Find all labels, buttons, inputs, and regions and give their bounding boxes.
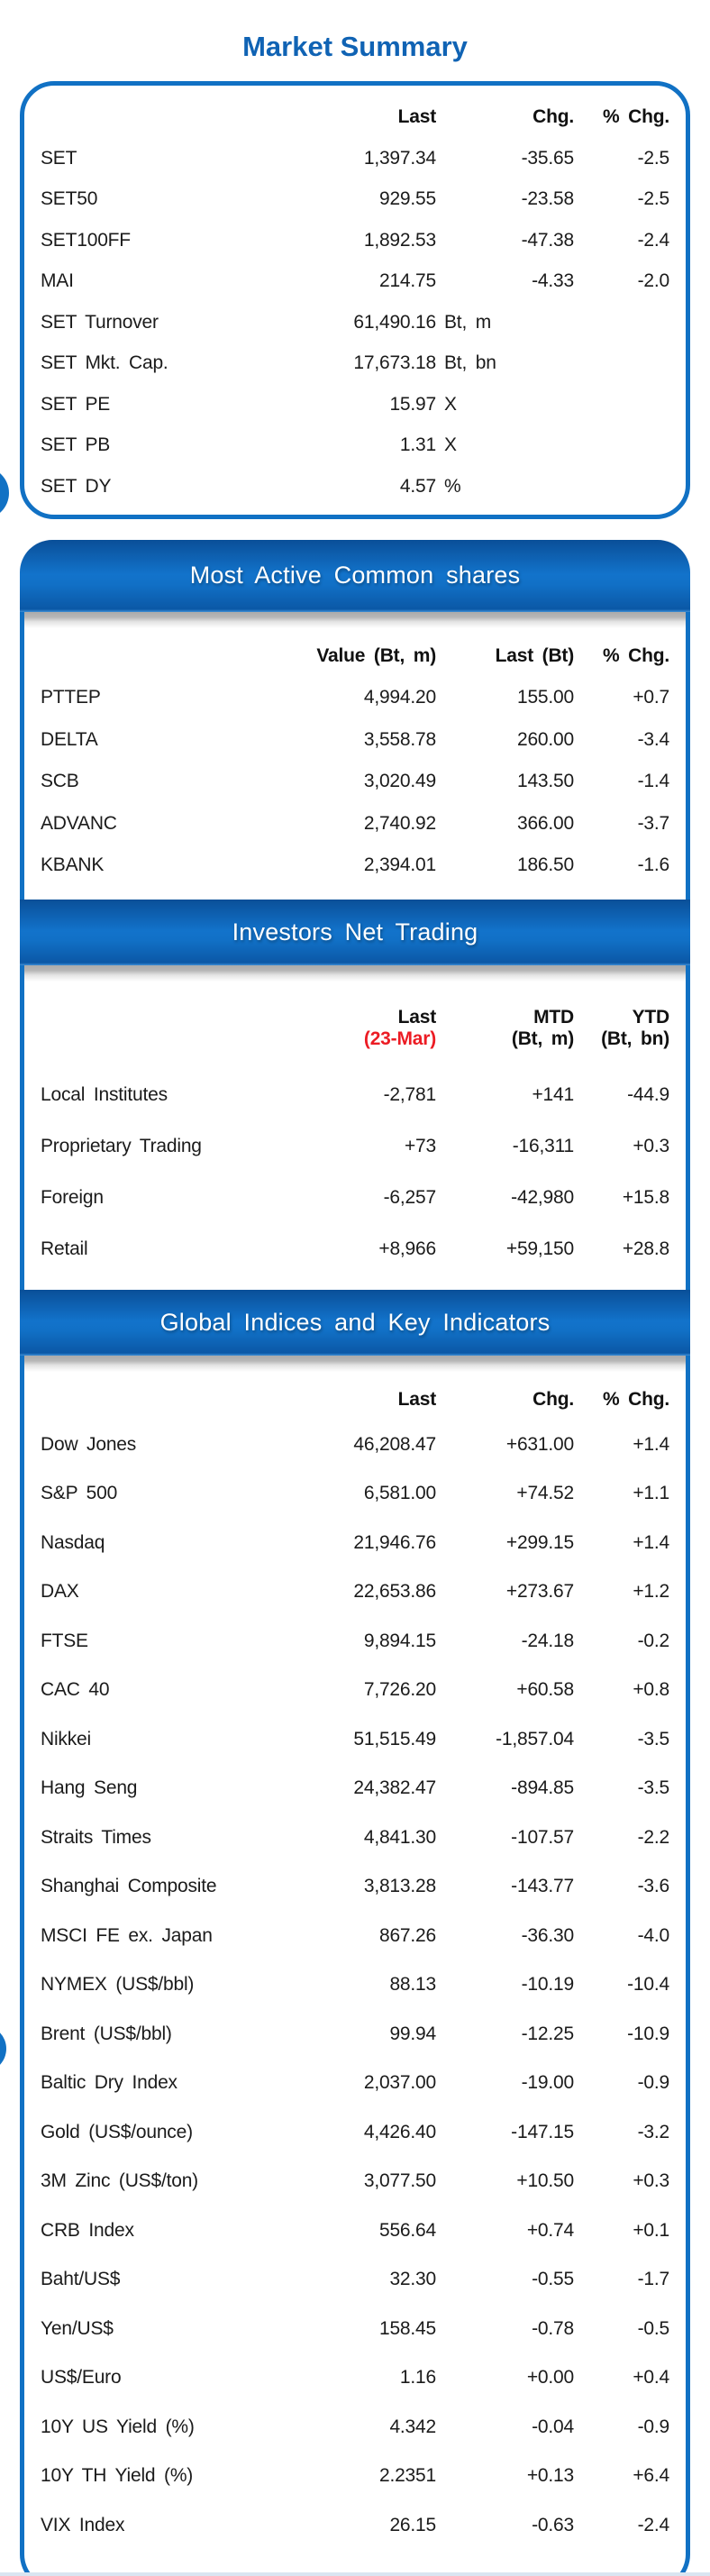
indicator-pct-chg: +0.8: [633, 1679, 669, 1701]
indicator-row: [24, 1912, 686, 1961]
investor-ytd: +0.3: [633, 1136, 669, 1156]
indicator-row: [24, 2403, 686, 2453]
indicator-row: [24, 1960, 686, 2010]
column-header-chg: Chg.: [532, 106, 574, 127]
stat-row: [24, 302, 686, 343]
stat-value: 15.97: [389, 393, 436, 415]
bottom-divider: [0, 2572, 710, 2576]
indicator-row: [24, 1617, 686, 1667]
indicator-chg: -147.15: [511, 2121, 574, 2142]
index-pct-chg-value: -2.5: [637, 147, 669, 169]
indicator-chg: -0.55: [532, 2269, 574, 2290]
most-active-section: [20, 612, 690, 900]
stock-value: 2,740.92: [363, 812, 436, 834]
indicator-pct-chg: -2.4: [637, 2514, 669, 2535]
indicator-pct-chg: +0.4: [633, 2367, 669, 2389]
investor-row: [24, 1173, 686, 1224]
indicator-pct-chg: -3.5: [637, 1728, 669, 1749]
stat-row: [24, 466, 686, 507]
indicator-chg: -10.19: [521, 1974, 574, 1996]
indicator-chg: +10.50: [516, 2170, 574, 2192]
indicator-row: [24, 2305, 686, 2354]
indicator-label: Nikkei: [41, 1728, 91, 1749]
indicator-pct-chg: -4.0: [637, 1924, 669, 1946]
stock-pct-chg: -3.4: [637, 728, 669, 750]
indicator-last: 3,813.28: [363, 1876, 436, 1897]
investor-type: Retail: [41, 1238, 88, 1259]
indicator-last: 51,515.49: [353, 1728, 436, 1749]
column-header-last: Last: [397, 1006, 436, 1028]
column-header-pct-chg: % Chg.: [603, 106, 669, 127]
stock-row: [24, 677, 686, 719]
investors-banner: [20, 900, 690, 965]
stat-label: SET PE: [41, 393, 111, 415]
subheader-ytd-unit: (Bt, bn): [601, 1028, 669, 1049]
indicator-chg: -12.25: [521, 2023, 574, 2044]
stat-row: [24, 343, 686, 385]
index-chg-value: -4.33: [532, 270, 574, 292]
index-label: SET: [41, 147, 77, 169]
investors-rows: [24, 1070, 686, 1275]
indicator-pct-chg: -0.5: [637, 2317, 669, 2339]
investors-section: [20, 965, 690, 1290]
stock-last: 143.50: [516, 771, 574, 792]
indicator-chg: -107.57: [511, 1826, 574, 1848]
indicator-last: 88.13: [389, 1974, 436, 1996]
indicator-pct-chg: -0.2: [637, 1630, 669, 1651]
indicator-label: US$/Euro: [41, 2367, 122, 2389]
indicator-label: Baht/US$: [41, 2269, 121, 2290]
indicator-row: [24, 1862, 686, 1912]
indicator-pct-chg: +0.1: [633, 2219, 669, 2241]
investor-row: [24, 1224, 686, 1275]
indicator-chg: -0.78: [532, 2317, 574, 2339]
set-summary-card: [20, 81, 690, 519]
indicator-chg: -0.63: [532, 2514, 574, 2535]
column-header-pct-chg: % Chg.: [603, 1388, 669, 1410]
left-accent-circle: [0, 467, 9, 519]
indicator-pct-chg: +1.1: [633, 1483, 669, 1504]
banner-shadow: [24, 1356, 686, 1372]
indicator-pct-chg: +6.4: [633, 2465, 669, 2487]
index-pct-chg-value: -2.5: [637, 188, 669, 210]
column-header-last-bt: Last (Bt): [495, 644, 574, 666]
stock-symbol: SCB: [41, 771, 79, 792]
indicator-label: Gold (US$/ounce): [41, 2121, 193, 2142]
indicator-label: 3M Zinc (US$/ton): [41, 2170, 198, 2192]
stock-value: 2,394.01: [363, 854, 436, 876]
investor-row: [24, 1121, 686, 1173]
indicator-pct-chg: +1.4: [633, 1531, 669, 1553]
indicator-chg: -36.30: [521, 1924, 574, 1946]
stat-unit: %: [444, 475, 461, 497]
stat-unit: X: [444, 393, 457, 415]
index-last-value: 214.75: [378, 270, 436, 292]
indicator-chg: +74.52: [516, 1483, 574, 1504]
stock-pct-chg: +0.7: [633, 687, 669, 708]
indicator-row: [24, 1666, 686, 1715]
indicator-row: [24, 2255, 686, 2305]
indicator-chg: +0.13: [526, 2465, 574, 2487]
indicator-last: 867.26: [378, 1924, 436, 1946]
index-last-value: 929.55: [378, 188, 436, 210]
investor-type: Foreign: [41, 1187, 104, 1208]
indicator-chg: -143.77: [511, 1876, 574, 1897]
stock-value: 3,020.49: [363, 771, 436, 792]
indicator-label: Hang Seng: [41, 1777, 138, 1799]
indicator-last: 32.30: [389, 2269, 436, 2290]
indicator-chg: +631.00: [505, 1433, 574, 1455]
stock-row: [24, 803, 686, 845]
stock-last: 155.00: [516, 687, 574, 708]
indicator-label: CAC 40: [41, 1679, 110, 1701]
investor-last: +8,966: [378, 1238, 436, 1259]
index-pct-chg-value: -2.4: [637, 229, 669, 251]
indicator-label: VIX Index: [41, 2514, 125, 2535]
index-chg-value: -47.38: [521, 229, 574, 251]
stat-value: 1.31: [399, 434, 436, 456]
column-header-pct-chg: % Chg.: [603, 644, 669, 666]
indicator-last: 4.342: [389, 2416, 436, 2437]
investor-mtd: +59,150: [505, 1238, 574, 1259]
column-header-mtd: MTD: [533, 1006, 574, 1028]
indicator-row: [24, 1813, 686, 1863]
stock-symbol: PTTEP: [41, 687, 101, 708]
investor-last: -2,781: [383, 1084, 436, 1105]
index-label: MAI: [41, 270, 74, 292]
indicator-chg: -19.00: [521, 2072, 574, 2094]
indicator-label: Baltic Dry Index: [41, 2072, 178, 2094]
indicator-last: 99.94: [389, 2023, 436, 2044]
index-row: [24, 138, 686, 179]
indicator-row: [24, 1764, 686, 1813]
investor-last: +73: [404, 1136, 436, 1156]
index-pct-chg-value: -2.0: [637, 270, 669, 292]
indicator-chg: +299.15: [505, 1531, 574, 1553]
indicator-last: 22,653.86: [353, 1581, 436, 1603]
global-indices-banner-title: Global Indices and Key Indicators: [159, 1308, 551, 1336]
left-accent-circle: [0, 2025, 6, 2072]
set-index-rows: [24, 138, 686, 302]
index-chg-value: -23.58: [521, 188, 574, 210]
indicator-last: 7,726.20: [363, 1679, 436, 1701]
indicator-pct-chg: -0.9: [637, 2072, 669, 2094]
indicator-label: Nasdaq: [41, 1531, 105, 1553]
stock-pct-chg: -1.4: [637, 771, 669, 792]
indicator-last: 9,894.15: [363, 1630, 436, 1651]
index-last-value: 1,397.34: [363, 147, 436, 169]
stat-value: 17,673.18: [353, 352, 436, 374]
investors-header-row: [24, 989, 686, 1028]
indicator-pct-chg: -10.4: [627, 1974, 669, 1996]
stock-last: 186.50: [516, 854, 574, 876]
indicator-label: CRB Index: [41, 2219, 134, 2241]
indicator-row: [24, 2353, 686, 2403]
indicator-chg: -1,857.04: [496, 1728, 574, 1749]
stat-unit: X: [444, 434, 457, 456]
indicator-chg: -24.18: [521, 1630, 574, 1651]
indicator-label: Yen/US$: [41, 2317, 114, 2339]
indicator-pct-chg: -2.2: [637, 1826, 669, 1848]
indicator-pct-chg: -10.9: [627, 2023, 669, 2044]
indicator-pct-chg: -1.7: [637, 2269, 669, 2290]
column-header-value-bt-m: Value (Bt, m): [316, 644, 436, 666]
column-header-chg: Chg.: [532, 1388, 574, 1410]
indicator-chg: +0.74: [526, 2219, 574, 2241]
global-indices-rows: [24, 1420, 686, 2551]
most-active-banner: [20, 540, 690, 612]
indicator-last: 4,841.30: [363, 1826, 436, 1848]
banner-shadow: [24, 612, 686, 628]
stat-row: [24, 384, 686, 425]
global-header-row: [24, 1379, 686, 1420]
indicator-last: 24,382.47: [353, 1777, 436, 1799]
indicator-last: 2,037.00: [363, 2072, 436, 2094]
indicator-label: MSCI FE ex. Japan: [41, 1924, 213, 1946]
index-label: SET100FF: [41, 229, 131, 251]
investor-ytd: +15.8: [622, 1187, 669, 1208]
set-stat-rows: [24, 302, 686, 507]
investor-type: Proprietary Trading: [41, 1136, 202, 1156]
indicator-pct-chg: +1.4: [633, 1433, 669, 1455]
indicator-pct-chg: +1.2: [633, 1581, 669, 1603]
stock-row: [24, 845, 686, 887]
most-active-banner-title: Most Active Common shares: [189, 562, 521, 589]
indicator-last: 4,426.40: [363, 2121, 436, 2142]
indicator-row: [24, 2059, 686, 2108]
indicator-label: S&P 500: [41, 1483, 118, 1504]
investor-mtd: +141: [532, 1084, 574, 1105]
indicator-last: 556.64: [378, 2219, 436, 2241]
global-indices-banner: [20, 1290, 690, 1356]
indicator-chg: +0.00: [526, 2367, 574, 2389]
indicator-chg: -894.85: [511, 1777, 574, 1799]
indicator-pct-chg: -0.9: [637, 2416, 669, 2437]
stock-symbol: KBANK: [41, 854, 105, 876]
indicator-pct-chg: -3.5: [637, 1777, 669, 1799]
stock-row: [24, 719, 686, 762]
investors-subheader-row: [24, 1028, 686, 1070]
indicator-pct-chg: -3.2: [637, 2121, 669, 2142]
most-active-header-row: [24, 635, 686, 678]
index-row: [24, 179, 686, 221]
stock-pct-chg: -1.6: [637, 854, 669, 876]
indicator-row: [24, 2157, 686, 2206]
indicator-last: 21,946.76: [353, 1531, 436, 1553]
stat-value: 4.57: [399, 475, 436, 497]
indicator-row: [24, 2010, 686, 2060]
column-header-last: Last: [397, 1388, 436, 1410]
stock-value: 4,994.20: [363, 687, 436, 708]
column-header-ytd: YTD: [632, 1006, 669, 1028]
index-chg-value: -35.65: [521, 147, 574, 169]
stat-label: SET DY: [41, 475, 112, 497]
investor-mtd: -16,311: [512, 1136, 574, 1156]
indicator-row: [24, 1715, 686, 1765]
stock-last: 260.00: [516, 728, 574, 750]
stock-last: 366.00: [516, 812, 574, 834]
subheader-mtd-unit: (Bt, m): [511, 1028, 574, 1049]
stat-unit: Bt, bn: [444, 352, 496, 374]
stock-row: [24, 761, 686, 803]
indicator-last: 46,208.47: [353, 1433, 436, 1455]
most-active-rows: [24, 677, 686, 887]
stat-value: 61,490.16: [353, 311, 436, 333]
banner-shadow: [24, 965, 686, 982]
indicator-chg: +273.67: [505, 1581, 574, 1603]
indicator-last: 2.2351: [378, 2465, 436, 2487]
set-summary-header-row: [24, 96, 686, 138]
page-title: Market Summary: [242, 31, 468, 62]
indicator-row: [24, 1567, 686, 1617]
investor-row: [24, 1070, 686, 1121]
indicator-row: [24, 1469, 686, 1519]
global-indices-section: [20, 1356, 690, 2576]
indicator-last: 158.45: [378, 2317, 436, 2339]
stat-label: SET Mkt. Cap.: [41, 352, 168, 374]
stat-row: [24, 425, 686, 467]
indicator-label: 10Y TH Yield (%): [41, 2465, 194, 2487]
lower-card: [20, 540, 690, 2576]
indicator-label: Straits Times: [41, 1826, 151, 1848]
indicator-label: 10Y US Yield (%): [41, 2416, 195, 2437]
stock-pct-chg: -3.7: [637, 812, 669, 834]
stat-label: SET PB: [41, 434, 111, 456]
indicator-pct-chg: -3.6: [637, 1876, 669, 1897]
index-row: [24, 261, 686, 303]
indicator-row: [24, 2108, 686, 2158]
stat-label: SET Turnover: [41, 311, 159, 333]
index-last-value: 1,892.53: [363, 229, 436, 251]
index-label: SET50: [41, 188, 98, 210]
indicator-row: [24, 1420, 686, 1470]
indicator-last: 6,581.00: [363, 1483, 436, 1504]
indicator-chg: -0.04: [532, 2416, 574, 2437]
indicator-chg: +60.58: [516, 1679, 574, 1701]
indicator-row: [24, 2501, 686, 2551]
indicator-last: 1.16: [399, 2367, 436, 2389]
investor-mtd: -42,980: [511, 1187, 574, 1208]
indicator-label: NYMEX (US$/bbl): [41, 1974, 195, 1996]
indicator-label: DAX: [41, 1581, 79, 1603]
column-header-last: Last: [397, 106, 436, 127]
indicator-row: [24, 2452, 686, 2501]
indicator-pct-chg: +0.3: [633, 2170, 669, 2192]
subheader-date: (23-Mar): [363, 1028, 436, 1049]
stat-unit: Bt, m: [444, 311, 492, 333]
investors-banner-title: Investors Net Trading: [232, 918, 478, 945]
indicator-label: Shanghai Composite: [41, 1876, 217, 1897]
indicator-last: 26.15: [389, 2514, 436, 2535]
indicator-row: [24, 2206, 686, 2256]
index-row: [24, 220, 686, 261]
stock-symbol: DELTA: [41, 728, 98, 750]
indicator-label: Dow Jones: [41, 1433, 137, 1455]
investor-type: Local Institutes: [41, 1084, 168, 1105]
indicator-label: FTSE: [41, 1630, 88, 1651]
investor-last: -6,257: [383, 1187, 436, 1208]
stock-value: 3,558.78: [363, 728, 436, 750]
investor-ytd: -44.9: [627, 1084, 669, 1105]
indicator-row: [24, 1519, 686, 1568]
stock-symbol: ADVANC: [41, 812, 117, 834]
indicator-last: 3,077.50: [363, 2170, 436, 2192]
investor-ytd: +28.8: [622, 1238, 669, 1259]
indicator-label: Brent (US$/bbl): [41, 2023, 172, 2044]
